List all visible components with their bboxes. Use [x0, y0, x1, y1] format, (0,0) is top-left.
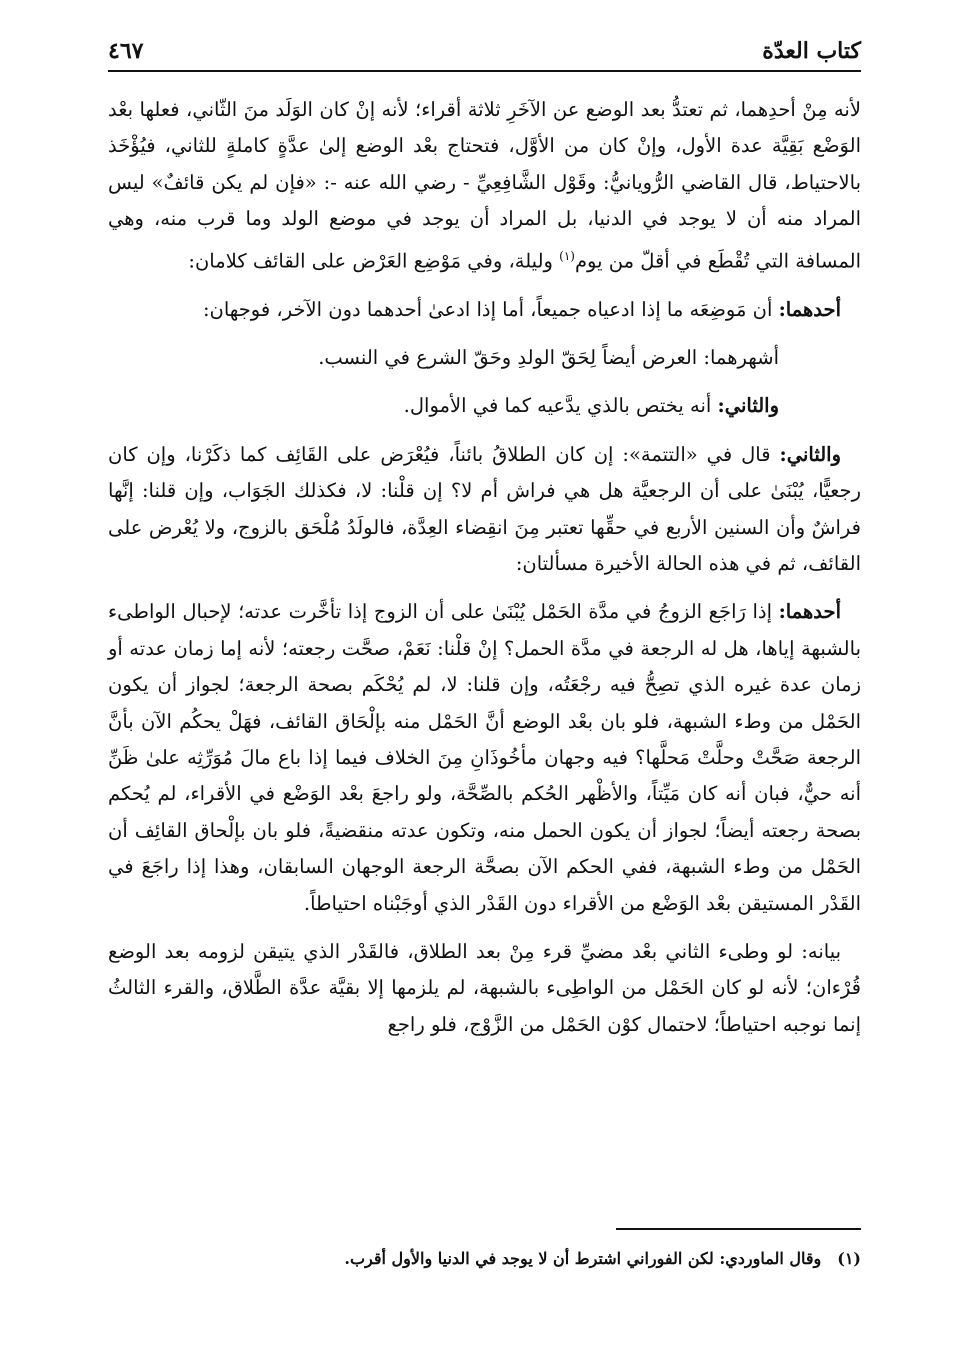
paragraph-2-lead: أحدهما:	[778, 297, 841, 321]
paragraph-4-lead: والثاني:	[717, 394, 779, 418]
footnote-reference: (١)	[559, 248, 575, 263]
paragraph-5-lead: والثاني:	[779, 442, 841, 466]
paragraph-1-end: وليلة، وفي مَوْضِع العَرْض على القائف كلامان:	[188, 249, 560, 273]
paragraph-6	[108, 594, 861, 922]
paragraph-1	[108, 92, 861, 280]
paragraph-5	[108, 437, 861, 583]
footnote	[108, 1246, 861, 1272]
paragraph-6-text: إذا رَاجَع الزوجُ في مدَّة الحَمْل يُبْنَىٰ على أن الزوج إذا تأخَّرت عدته؛ لإحبال الواطىء بالشبهة إياها، هل له الرجعة في مدَّة الحمل؟ إنْ قلْنا: نَعَمْ، صحَّت رجعته؛ لأنه إما زمان عدته أو زمان عدة غيره الذي تصِحُّ فيه رجْعَتُه، وإن قلنا: لا، لم يُحْكَم بصحة الرجعة؛ لجواز أن يكون الحَمْل من وطء الشبهة، فلو بان بعْد الوضع أنَّ الحَمْل منه بإلْحَاق القائف، فهَلْ يحكُم الآن بأنَّ الرجعة صَحَّتْ وحلَّتْ مَحلَّها؟ فيه وجهان مأخُوذَانِ مِنَ الخلاف فيما إذا باع مالَ مُوَرِّثِه علىٰ ظَنِّ أنه حيٌّ، فبان أنه كان مَيِّتاً، والأظْهر الحُكم بالصِّحَّة، ولو راجعَ بعْد الوَضْع في الأقراء، لم يُحكم بصحة رجعته أيضاً؛ لجواز أن يكون الحمل منه، وتكون عدته منقضيةً، فلو بان بإلْحاق القائِف أن الحَمْل من وطء الشبهة، ففي الحكم الآن بصحَّة الرجعة الوجهان السابقان، وهذا إذا راجَعَ في القَدْر المستيقن بعْد الوَضْع من الأقراء دون القَدْر الذي أوجَبْناه احتياطاً.	[108, 600, 861, 915]
main-text	[108, 92, 861, 1055]
paragraph-7: بيانه: لو وطىء الثاني بعْد مضيِّ قرء مِنْ بعد الطلاق، فالقَدْر الذي يتيقن لزومه بعد الوضع قُرْءان؛ لأنه لو كان الحَمْل من الواطِىء بالشبهة، لم يلزمها إلا بقيَّة عدَّة الطَّلاق، والقرء الثالثُ إنما نوجبه احتياطاً؛ لاحتمال كوْن الحَمْل من الزَّوْج، فلو راجع	[108, 940, 861, 1036]
running-header	[108, 32, 861, 72]
page-number: ٤٦٧	[108, 38, 144, 64]
paragraph-3: أشهرهما: العرض أيضاً لِحَقّ الولدِ وحَقّ الشرع في النسب.	[318, 345, 779, 369]
paragraph-5-text: قال في «التتمة»: إن كان الطلاقُ بائناً، فيُعْرَض على القَائِف كما ذكَرْنا، وإن كان رجعيًّا، يُبْنَىٰ على أن الرجعيَّة هل هي فراش أم لا؟ إن قلْنا: لا، فكذلك الجَوَاب، وإن قلنا: إنَّها فراشٌ وأن السنين الأربع في حقِّها تعتبر مِنَ انقِضاء العِدَّة، فالولَدُ مُلْحَق بالزوج، ولا يُعْرض على القائف، ثم في هذه الحالة الأخيرة مسألتان:	[108, 442, 861, 575]
footnote-text: وقال الماوردي: لكن الفوراني اشترط أن لا يوجد في الدنيا والأول أقرب.	[344, 1249, 822, 1268]
paragraph-2	[108, 292, 861, 328]
paragraph-1-text: لأنه مِنْ أحدِهما، ثم تعتدُّ بعد الوضع عن الآخَرِ ثلاثة أقراء؛ لأنه إنْ كان الوَلَد منَ الثّاني، فعلها بعْد الوَضْع بَقِيَّة عدة الأول، وإنْ كان من الأوَّل، فتحتاج بعْد الوضع إلىٰ عدَّةٍ كاملةٍ للثاني، فيُؤْخَذ بالاحتياط، قال القاضي الرُّويانيُّ: وقَوْل الشَّافِعِيِّ - رضي الله عنه -: «فإن لم يكن قائفٌ» ليس المراد منه أن لا يوجد في الدنيا، بل المراد أن يوجد في موضع الولد وما قرب منه، وهي المسافة التي تُقْطَع في أقلّ من يوم	[108, 98, 861, 273]
footnote-number: (١)	[837, 1249, 861, 1268]
paragraph-4	[108, 388, 861, 424]
paragraph-4-text: أنه يختص بالذي يدَّعيه كما في الأموال.	[403, 394, 718, 418]
paragraph-2-text: أن مَوضِعَه ما إذا ادعياه جميعاً، أما إذا ادعىٰ أحدهما دون الآخر، فوجهان:	[202, 297, 779, 321]
chapter-title: كتاب العدّة	[762, 38, 861, 64]
footnote-divider	[616, 1228, 861, 1230]
paragraph-6-lead: أحدهما:	[778, 600, 841, 624]
